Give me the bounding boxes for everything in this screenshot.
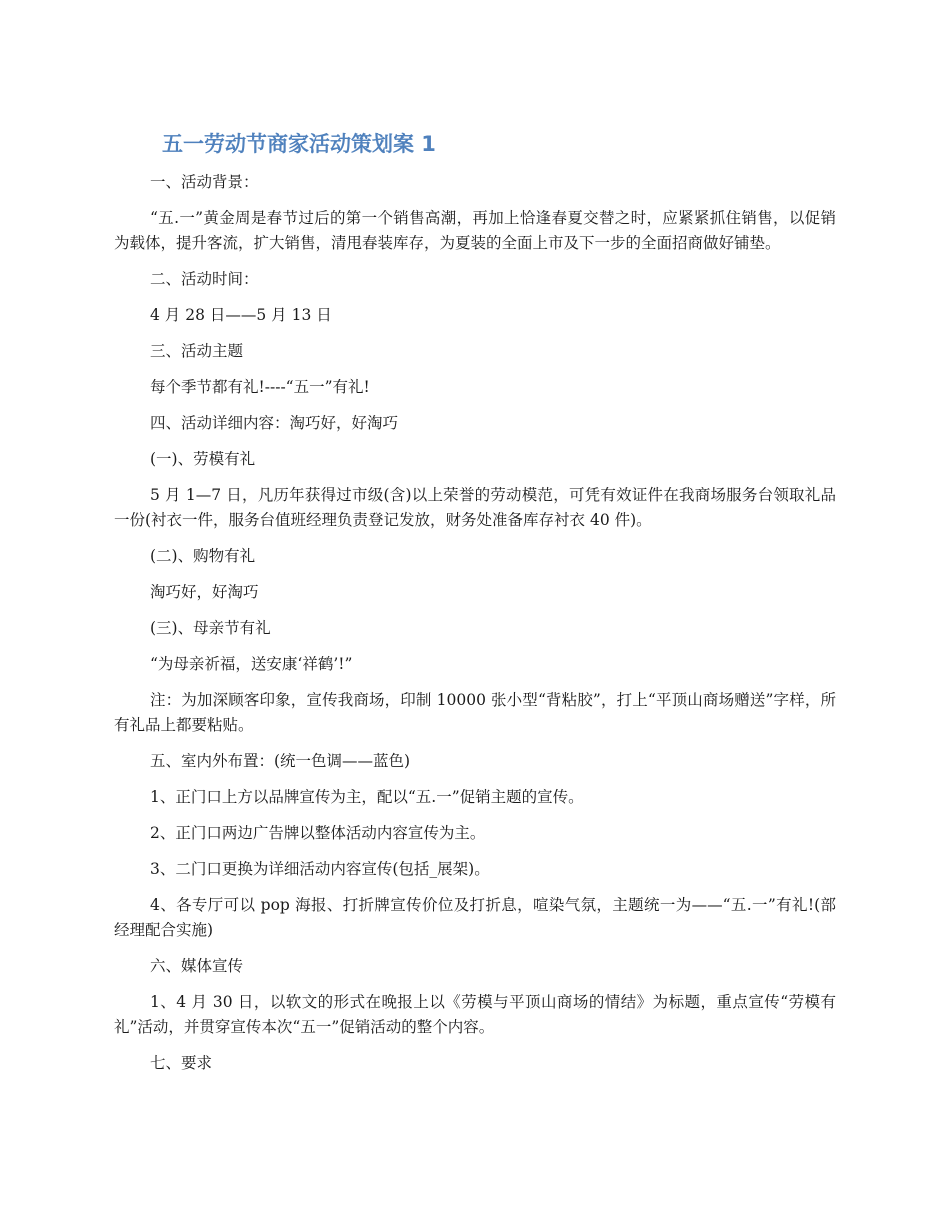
paragraph: 六、媒体宣传 <box>150 957 244 975</box>
paragraph: (三)、母亲节有礼 <box>150 619 271 637</box>
paragraph: (二)、购物有礼 <box>150 547 256 565</box>
paragraph: 1、4 月 30 日，以软文的形式在晚报上以《劳模与平顶山商场的情结》为标题，重点宣传“劳模有礼”活动，并贯穿宣传本次“五一”促销活动的整个内容。 <box>114 993 836 1036</box>
document-title: 五一劳动节商家活动策划案 1 <box>162 132 436 156</box>
document-body <box>114 170 836 1087</box>
paragraph: 3、二门口更换为详细活动内容宣传(包括_展架)。 <box>150 860 490 878</box>
paragraph: 七、要求 <box>150 1054 213 1072</box>
paragraph: 2、正门口两边广告牌以整体活动内容宣传为主。 <box>150 824 486 842</box>
paragraph: “为母亲祈福，送安康‘祥鹤’!” <box>150 655 353 673</box>
paragraph: 一、活动背景： <box>150 173 259 191</box>
paragraph: 每个季节都有礼!----“五一”有礼! <box>150 378 370 396</box>
paragraph: 1、正门口上方以品牌宣传为主，配以“五.一”促销主题的宣传。 <box>150 788 584 806</box>
paragraph: 淘巧好，好淘巧 <box>150 583 259 601</box>
paragraph: 三、活动主题 <box>150 342 244 360</box>
paragraph: (一)、劳模有礼 <box>150 450 256 468</box>
paragraph: 5 月 1—7 日，凡历年获得过市级(含)以上荣誉的劳动模范，可凭有效证件在我商场服务台领取礼品一份(衬衣一件，服务台值班经理负责登记发放，财务处准备库存衬衣 40 件)。 <box>114 486 836 529</box>
paragraph: 4 月 28 日——5 月 13 日 <box>150 306 332 324</box>
paragraph: “五.一”黄金周是春节过后的第一个销售高潮，再加上恰逢春夏交替之时，应紧紧抓住销售，以促销为载体，提升客流，扩大销售，清甩春装库存，为夏装的全面上市及下一步的全面招商做好铺垫。 <box>114 209 836 252</box>
paragraph: 二、活动时间： <box>150 270 259 288</box>
paragraph: 五、室内外布置：(统一色调——蓝色) <box>150 752 411 770</box>
paragraph: 4、各专厅可以 pop 海报、打折牌宣传价位及打折息，喧染气氛，主题统一为——“五.一”有礼!(部经理配合实施) <box>114 896 836 939</box>
paragraph: 注：为加深顾客印象，宣传我商场，印制 10000 张小型“背粘胶”，打上“平顶山商场赠送”字样，所有礼品上都要粘贴。 <box>114 691 836 734</box>
paragraph: 四、活动详细内容：淘巧好，好淘巧 <box>150 414 399 432</box>
